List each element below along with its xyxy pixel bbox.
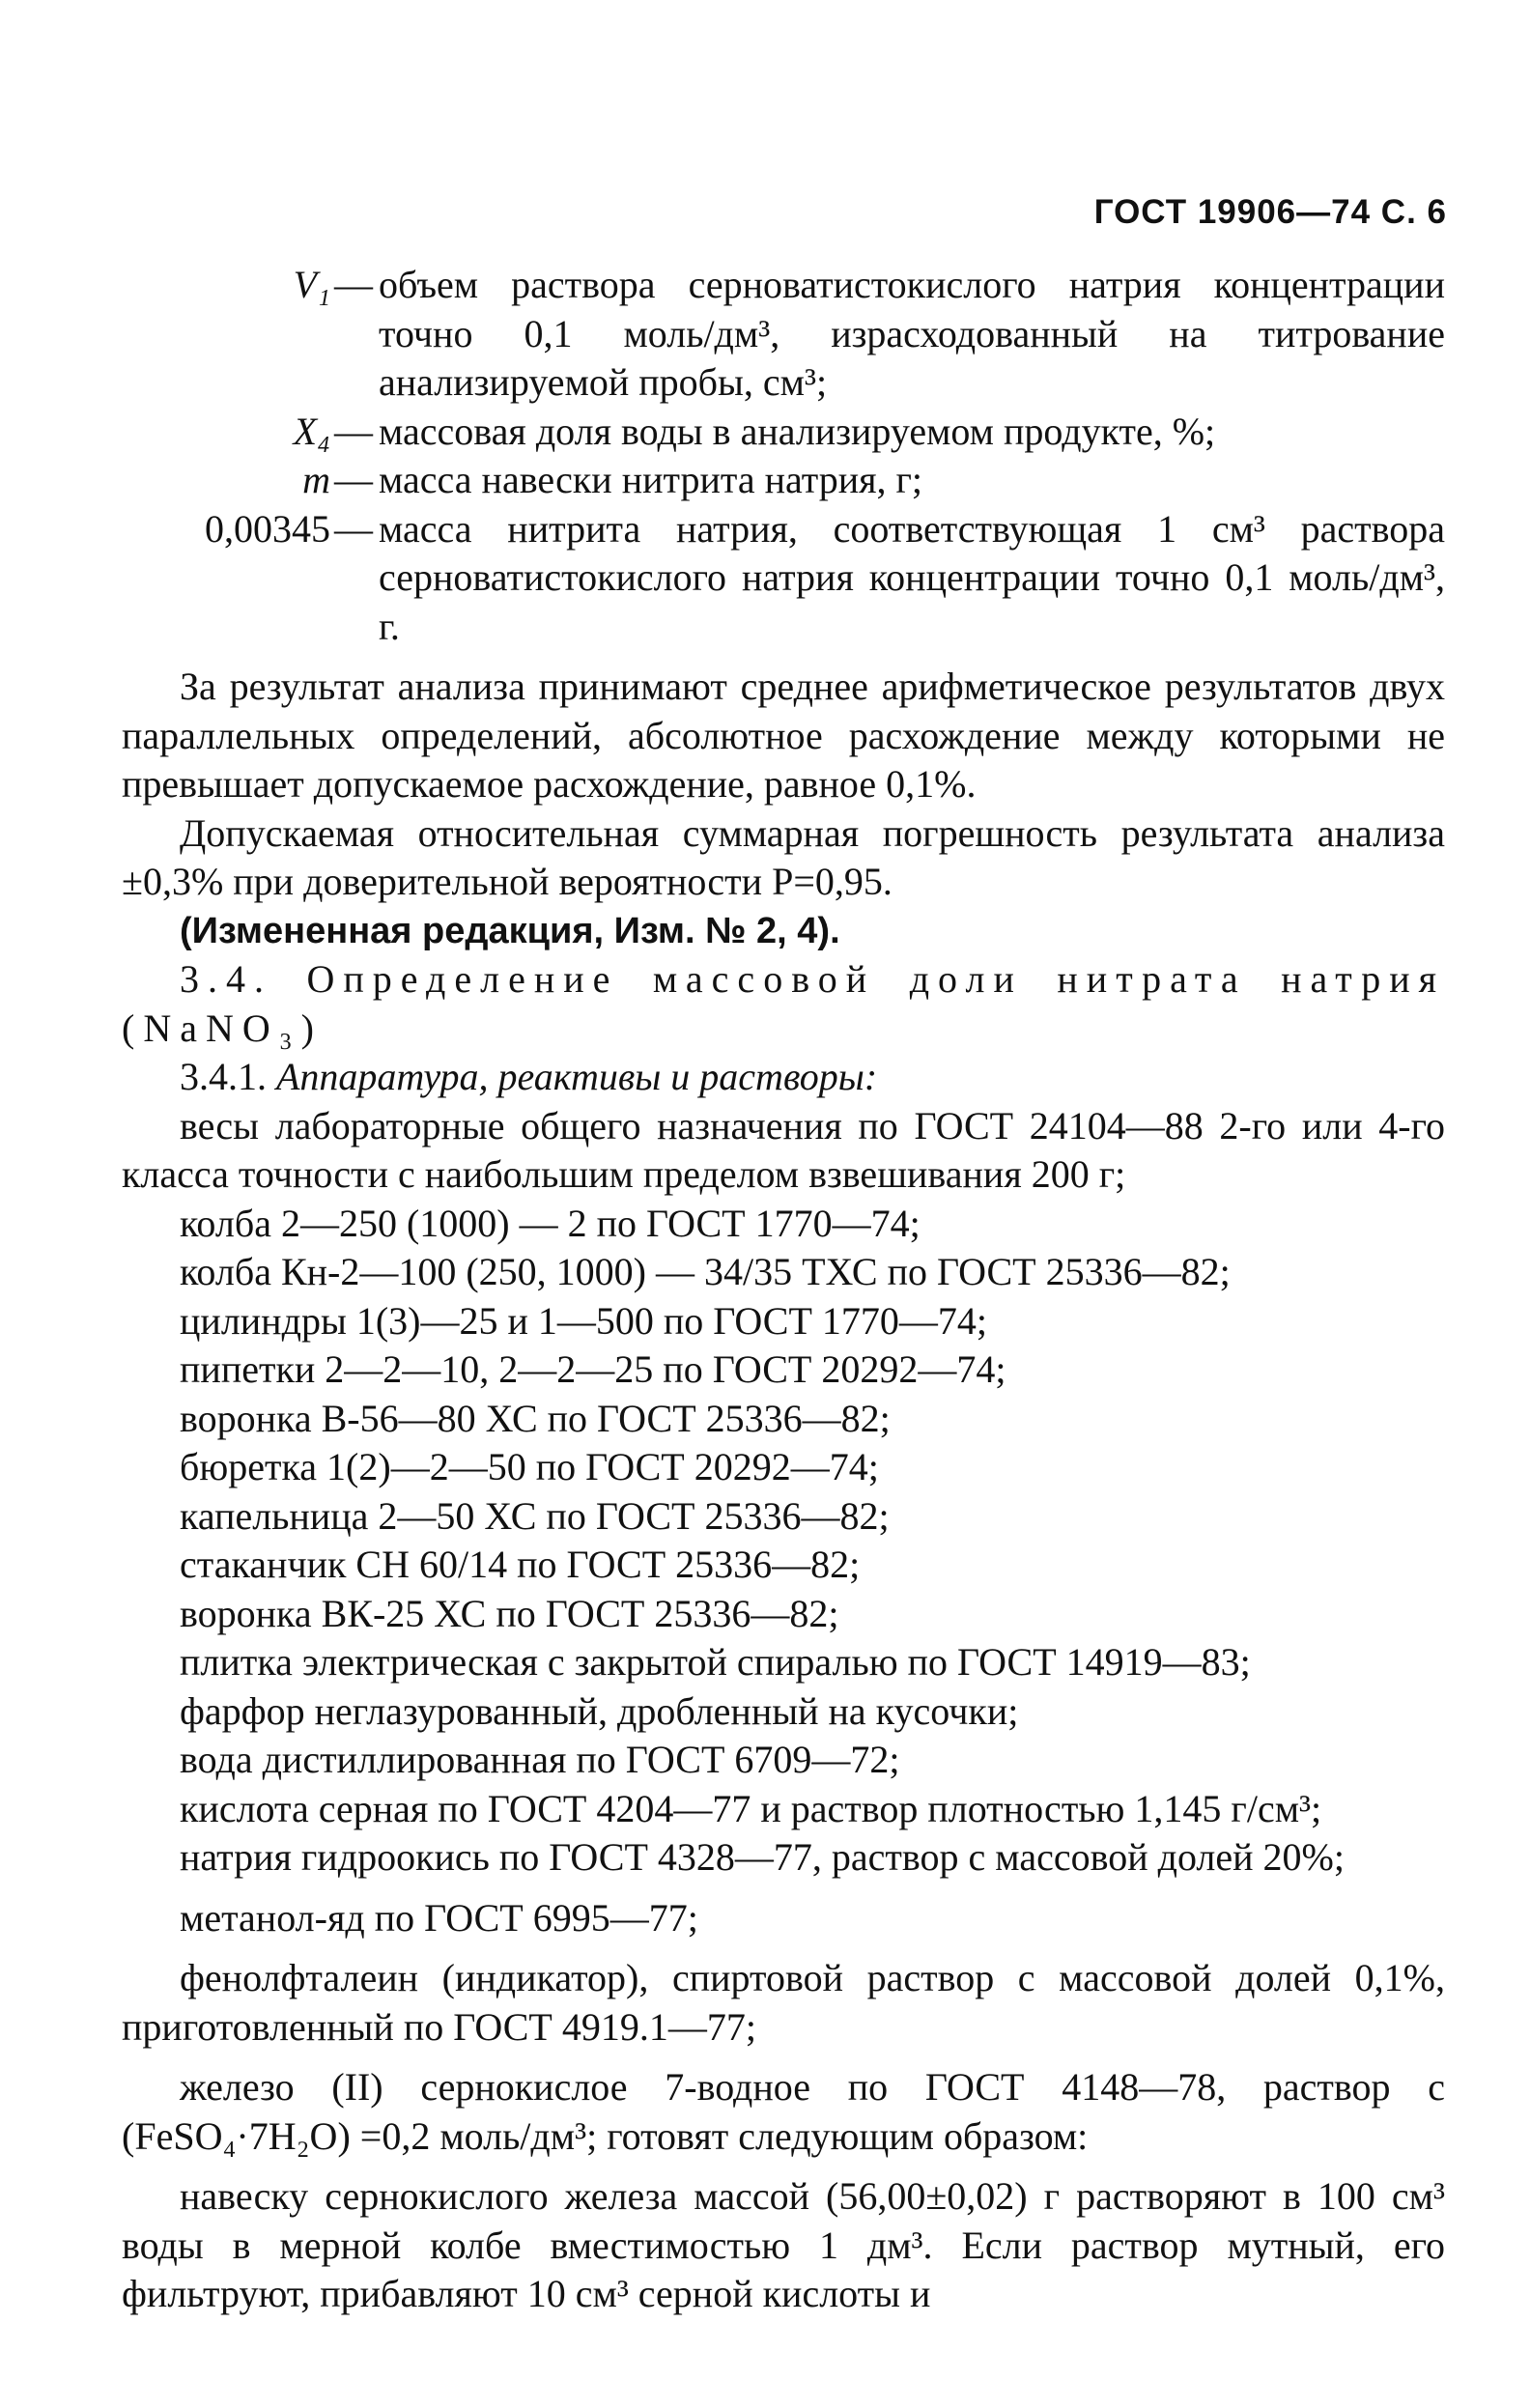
variable-definition (122, 456, 1445, 505)
result-paragraph: За результат анализа принимают среднее арифметическое результатов двух параллельных определений, абсолютное расхождение между которыми не превышает допускаемое расхождение, равное 0,1%. (122, 665, 1445, 806)
equipment-item: воронка В-56—80 ХС по ГОСТ 25336—82; (180, 1396, 891, 1440)
variable-description: объем раствора серноватистокислого натрия концентрации точно 0,1 моль/дм³, израсходованный на титрование анализируемой пробы, см³; (379, 263, 1445, 404)
variable-description: массовая доля воды в анализируемом продукте, %; (379, 409, 1216, 453)
variable-symbol: 0,00345 — (205, 506, 373, 551)
variable-definition (122, 261, 1445, 408)
equipment-item: железо (II) сернокислое 7-водное по ГОСТ 4148—78, раствор c (FeSO₄·7H₂O) =0,2 моль/дм³; готовят следующим образом: (122, 2065, 1445, 2158)
equipment-item: навеску сернокислого железа массой (56,00±0,02) г растворяют в 100 см³ воды в мерной колбе вместимостью 1 дм³. Если раствор мутный, его фильтруют, прибавляют 10 см³ серной кислоты и (122, 2174, 1445, 2315)
equipment-item: натрия гидроокись по ГОСТ 4328—77, раствор с массовой долей 20%; (180, 1835, 1345, 1879)
equipment-item: плитка электрическая с закрытой спиралью по ГОСТ 14919—83; (180, 1640, 1251, 1684)
variable-symbol: m — (302, 458, 373, 501)
equipment-item: пипетки 2—2—10, 2—2—25 по ГОСТ 20292—74; (180, 1347, 1006, 1391)
section-3-4-1-heading (122, 1053, 1445, 1102)
equipment-item: колба Кн-2—100 (250, 1000) — 34/35 ТХС по ГОСТ 25336—82; (180, 1250, 1231, 1293)
variable-symbol: V₁ — (293, 263, 373, 306)
equipment-item: фенолфталеин (индикатор), спиртовой раствор с массовой долей 0,1%, приготовленный по ГОСТ 4919.1—77; (122, 1956, 1445, 2049)
equipment-item: вода дистиллированная по ГОСТ 6709—72; (180, 1738, 900, 1781)
variable-description: масса нитрита натрия, соответствующая 1 см³ раствора серноватистокислого натрия концентрации точно 0,1 моль/дм³, г. (379, 506, 1445, 648)
section-number: 3.4.1. (180, 1055, 267, 1098)
revision-note: (Измененная редакция, Изм. № 2, 4). (180, 910, 840, 951)
equipment-item: воронка ВК-25 ХС по ГОСТ 25336—82; (180, 1591, 839, 1635)
equipment-item: цилиндры 1(3)—25 и 1—500 по ГОСТ 1770—74; (180, 1298, 987, 1343)
equipment-item: бюретка 1(2)—2—50 по ГОСТ 20292—74; (180, 1445, 879, 1488)
section-3-4-heading: 3.4. Определение массовой доли нитрата натрия (NaNO₃) (122, 957, 1445, 1050)
equipment-item: весы лабораторные общего назначения по ГОСТ 24104—88 2-го или 4-го класса точности с наибольшим пределом взвешивания 200 г; (122, 1103, 1445, 1196)
equipment-item: капельница 2—50 ХС по ГОСТ 25336—82; (180, 1493, 890, 1538)
equipment-item: стаканчик СН 60/14 по ГОСТ 25336—82; (180, 1543, 861, 1586)
document-body (122, 261, 1445, 2319)
equipment-item: фарфор неглазурованный, дробленный на кусочки; (180, 1688, 1019, 1733)
variable-description: масса навески нитрита натрия, г; (379, 458, 923, 501)
equipment-item: метанол-яд по ГОСТ 6995—77; (180, 1895, 698, 1940)
section-title: Аппаратура, реактивы и растворы: (276, 1055, 878, 1098)
page-header: ГОСТ 19906—74 С. 6 (1093, 193, 1447, 231)
variable-symbol: X₄ — (293, 409, 373, 453)
equipment-item: кислота серная по ГОСТ 4204—77 и раствор плотностью 1,145 г/см³; (180, 1786, 1322, 1830)
error-paragraph: Допускаемая относительная суммарная погрешность результата анализа ±0,3% при доверительной вероятности P=0,95. (122, 810, 1445, 903)
variable-definition (122, 505, 1445, 652)
equipment-item: колба 2—250 (1000) — 2 по ГОСТ 1770—74; (180, 1201, 921, 1245)
variable-definition (122, 408, 1445, 457)
